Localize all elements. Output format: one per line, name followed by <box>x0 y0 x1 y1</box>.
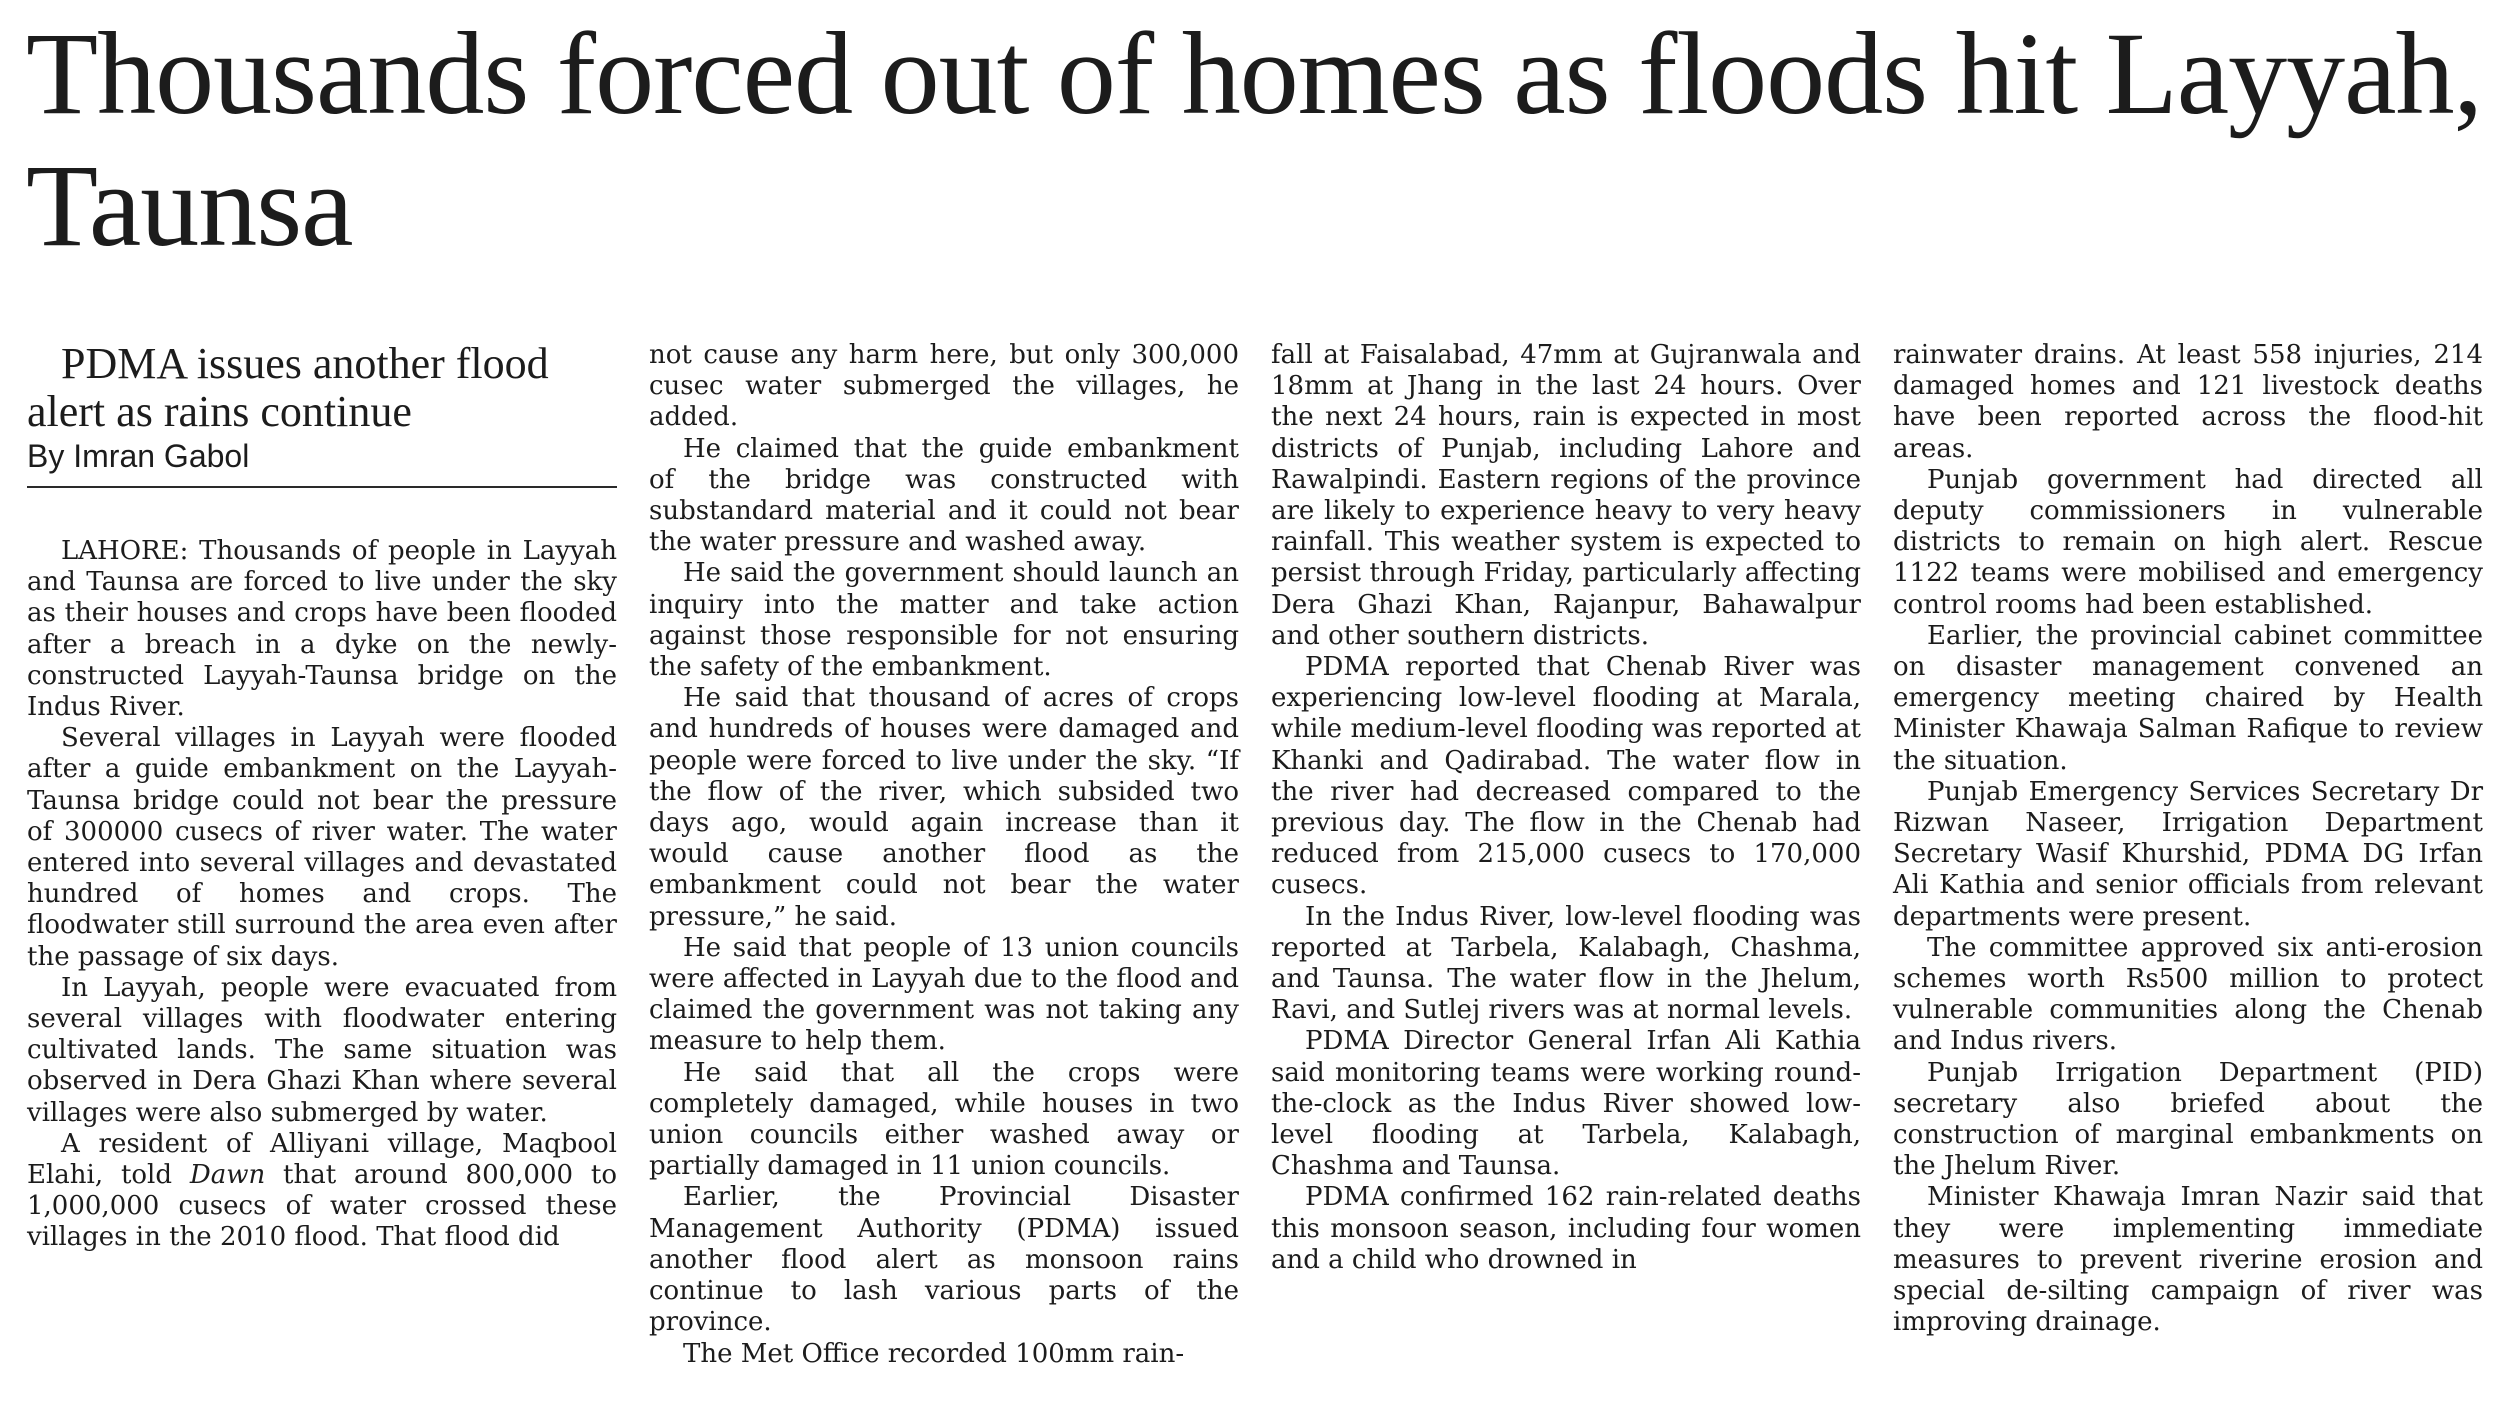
paragraph: The Met Office recorded 100mm rain- <box>683 1338 1185 1369</box>
article-column-1 <box>27 340 617 1254</box>
column-1-body <box>27 536 617 1254</box>
paragraph: Several villages in Layyah were flooded after a guide embankment on the Layyah-Taunsa bridge could not bear the pressure of 300000 cusecs of river water. The water entered into several villages and devastated hundred of homes and crops. The floodwater still surround the area even after the passage of six days. <box>27 723 617 972</box>
paragraph: PDMA reported that Chenab River was experiencing low-level flooding at Marala, while medium-level flooding was reported at Khanki and Qadirabad. The water flow in the river had decreased compared to the previous day. The flow in the Chenab had reduced from 215,000 cusecs to 170,000 cusecs. <box>1271 652 1861 901</box>
paragraph: He said that people of 13 union councils were affected in Layyah due to the flood and claimed the government was not taking any measure to help them. <box>649 932 1239 1057</box>
subhead: PDMA issues another flood alert as rains continue <box>27 339 549 436</box>
paragraph: fall at Faisalabad, 47mm at Gujranwala and 18mm at Jhang in the last 24 hours. Over the next 24 hours, rain is expected in most districts of Punjab, including Lahore and Rawalpindi. Eastern regions of the province are likely to experience heavy to very heavy rainfall. This weather system is expected to persist through Friday, particularly affecting Dera Ghazi Khan, Rajanpur, Bahawalpur and other southern districts. <box>1271 340 1861 651</box>
paragraph: He claimed that the guide embankment of the bridge was constructed with substandard material and it could not bear the water pressure and washed away. <box>649 433 1239 558</box>
paragraph: The committee approved six anti-erosion schemes worth Rs500 million to protect vulnerable communities along the Chenab and Indus rivers. <box>1893 932 2483 1057</box>
paragraph: Earlier, the Provincial Disaster Management Authority (PDMA) issued another flood alert as monsoon rains continue to lash various parts of the province. <box>649 1182 1239 1338</box>
paragraph: In the Indus River, low-level flooding was reported at Tarbela, Kalabagh, Chashma, and Taunsa. The water flow in the Jhelum, Ravi, and Sutlej rivers was at normal levels. <box>1271 901 1861 1026</box>
paragraph: In Layyah, people were evacuated from several villages with floodwater entering cultivated lands. The same situation was observed in Dera Ghazi Khan where several villages were also submerged by water. <box>27 972 617 1128</box>
paragraph: rainwater drains. At least 558 injuries, 214 damaged homes and 121 livestock deaths have been reported across the flood-hit areas. <box>1893 340 2483 464</box>
paragraph: He said the government should launch an inquiry into the matter and take action against those responsible for not ensuring the safety of the embankment. <box>649 558 1239 683</box>
newspaper-name: Dawn <box>189 1160 266 1191</box>
paragraph: He said that all the crops were completely damaged, while houses in two union councils either washed away or partially damaged in 11 union councils. <box>649 1057 1239 1182</box>
paragraph: LAHORE: Thousands of people in Layyah and Taunsa are forced to live under the sky as their houses and crops have been flooded after a breach in a dyke on the newly-constructed Layyah-Taunsa bridge on the Indus River. <box>27 536 617 723</box>
byline: By Imran Gabol <box>27 436 617 488</box>
paragraph: not cause any harm here, but only 300,000 cusec water submerged the villages, he added. <box>649 340 1239 433</box>
paragraph: Punjab Emergency Services Secretary Dr Rizwan Naseer, Irrigation Department Secretary Wasif Khurshid, PDMA DG Irfan Ali Kathia and senior officials from relevant departments were present. <box>1893 776 2483 932</box>
paragraph: Earlier, the provincial cabinet committee on disaster management convened an emergency meeting chaired by Health Minister Khawaja Salman Rafique to review the situation. <box>1893 620 2483 776</box>
paragraph: PDMA confirmed 162 rain-related deaths this monsoon season, including four women and a child who drowned in <box>1271 1182 1861 1275</box>
headline: Thousands forced out of homes as floods hit Layyah, Taunsa <box>26 8 2482 271</box>
paragraph: Punjab government had directed all deputy commissioners in vulnerable districts to remain on high alert. Rescue 1122 teams were mobilised and emergency control rooms had been established. <box>1893 464 2483 620</box>
article-column-3 <box>1271 340 1861 1276</box>
paragraph: A resident of Alliyani village, Maqbool Elahi, told Dawn that around 800,000 to 1,000,000 cusecs of water crossed these villages in the 2010 flood. That flood did <box>27 1128 617 1253</box>
paragraph: Punjab Irrigation Department (PID) secretary also briefed about the construction of marginal embankments on the Jhelum River. <box>1893 1057 2483 1182</box>
article-column-4 <box>1893 340 2483 1339</box>
article-column-2 <box>649 340 1239 1370</box>
paragraph: Minister Khawaja Imran Nazir said that they were implementing immediate measures to prevent riverine erosion and special de-silting campaign of river was improving drainage. <box>1893 1182 2483 1338</box>
paragraph: He said that thousand of acres of crops and hundreds of houses were damaged and people were forced to live under the sky. “If the flow of the river, which subsided two days ago, would again increase than it would cause another flood as the embankment could not bear the water pressure,” he said. <box>649 683 1239 932</box>
paragraph: PDMA Director General Irfan Ali Kathia said monitoring teams were working round-the-clock as the Indus River showed low-level flooding at Tarbela, Kalabagh, Chashma and Taunsa. <box>1271 1026 1861 1182</box>
